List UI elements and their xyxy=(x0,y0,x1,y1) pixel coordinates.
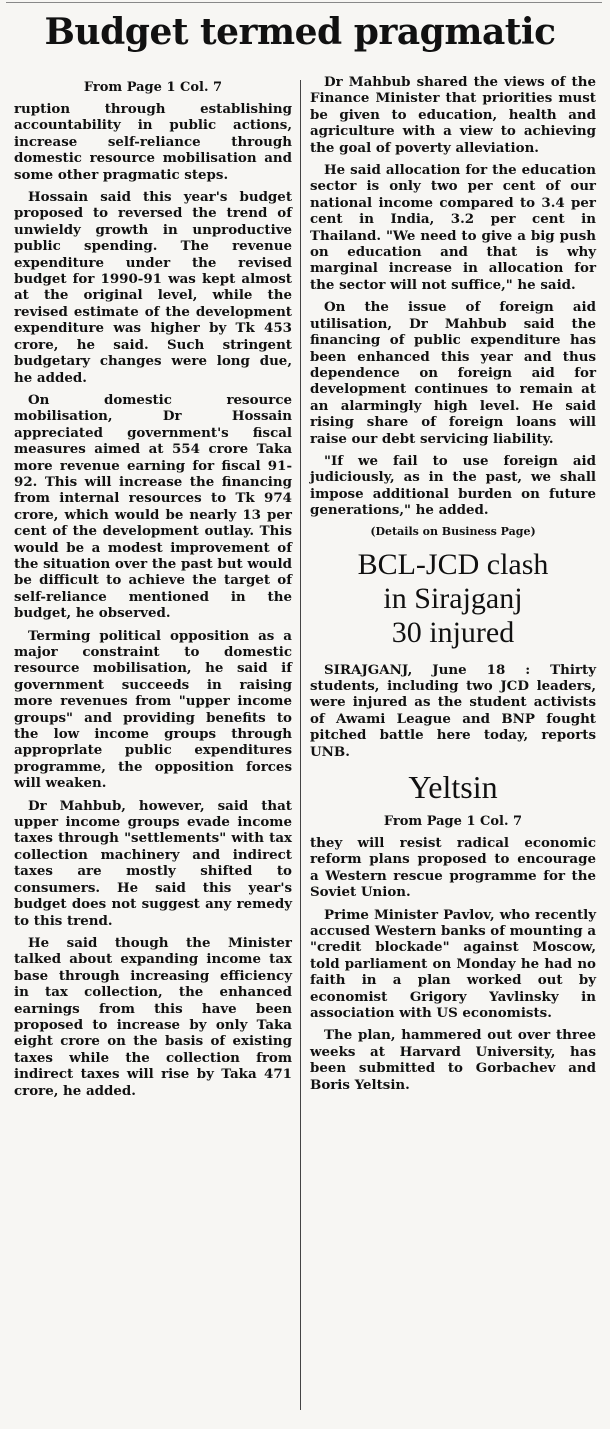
paragraph: they will resist radical economic reform plans proposed to encourage a Western rescue programme for the Soviet Union. xyxy=(310,835,596,901)
column-divider xyxy=(300,80,301,1410)
story-headline-bcl-jcd xyxy=(310,548,596,650)
left-column xyxy=(14,80,292,1105)
paragraph: On the issue of foreign aid utilisation, Dr Mahbub said the financing of public expenditure has been enhanced this year and thus dependence on foreign aid for development continues to remain at an alarmingly high level. He said rising share of foreign loans will raise our debt servicing liability. xyxy=(310,299,596,447)
paragraph: Terming political opposition as a major constraint to domestic resource mobilisation, he said if government succeeds in raising more revenues from "upper income groups" and providing benefits to the low income groups through approprlate public expenditures programme, the opposition forces will weaken. xyxy=(14,627,292,792)
top-rule xyxy=(6,2,602,3)
paragraph: "If we fail to use foreign aid judiciously, as in the past, we shall impose additional burden on future generations," he added. xyxy=(310,452,596,519)
right-column xyxy=(310,74,596,1099)
paragraph: Dr Mahbub, however, said that upper income groups evade income taxes through "settlements" with tax collection machinery and indirect taxes are mostly shifted to consumers. He said this year's budget does not suggest any remedy to this trend. xyxy=(14,797,292,929)
headline-line: BCL-JCD clash xyxy=(357,547,549,581)
paragraph: ruption through establishing accountability in public actions, increase self-reliance through domestic resource mobilisation and some other pragmatic steps. xyxy=(14,101,292,183)
paragraph: On domestic resource mobilisation, Dr Hossain appreciated government's fiscal measures aimed at 554 crore Taka more revenue earning for fiscal 91-92. This will increase the financing from internal resources to Tk 974 crore, which would be nearly 13 per cent of the development outlay. This would be a modest improvement of the situation over the past but would be difficult to achieve the target of self-reliance mentioned in the budget, he observed. xyxy=(14,391,292,622)
headline-line: 30 injured xyxy=(391,615,515,649)
page-headline: Budget termed pragmatic xyxy=(44,11,556,53)
paragraph: Hossain said this year's budget proposed to reversed the trend of unwieldy growth in unproductive public spending. The revenue expenditure under the revised budget for 1990-91 was kept almost at the original level, while the revised estimate of the development expenditure was higher by Tk 453 crore, he said. Such stringent budgetary changes were long due, he added. xyxy=(14,189,292,386)
headline-line: in Sirajganj xyxy=(383,581,523,615)
paragraph: The plan, hammered out over three weeks at Harvard University, has been submitted to Gorbachev and Boris Yeltsin. xyxy=(310,1027,596,1093)
continued-from: From Page 1 Col. 7 xyxy=(383,814,523,829)
continued-from: From Page 1 Col. 7 xyxy=(83,80,223,95)
paragraph: Dr Mahbub shared the views of the Finance Minister that priorities must be given to education, health and agriculture with a view to achieving the goal of poverty alleviation. xyxy=(310,74,596,156)
paragraph: Prime Minister Pavlov, who recently accused Western banks of mounting a "credit blockade" against Moscow, told parliament on Monday he had no faith in a plan worked out by economist Grigory Yavlinsky in association with US economists. xyxy=(310,906,596,1022)
paragraph: He said allocation for the education sector is only two per cent of our national income compared to 3.4 per cent in India, 3.2 per cent in Thailand. "We need to give a big push on education and that is why marginal increase in allocation for the sector will not suffice," he said. xyxy=(310,162,596,293)
paragraph: SIRAJGANJ, June 18 : Thirty students, including two JCD leaders, were injured as the student activists of Awami League and BNP fought pitched battle here today, reports UNB. xyxy=(310,661,596,760)
details-note: (Details on Business Page) xyxy=(370,524,536,538)
story-headline-yeltsin: Yeltsin xyxy=(408,769,498,805)
paragraph: He said though the Minister talked about expanding income tax base through increasing efficiency in tax collection, the enhanced earnings from this have been proposed to increase by only Taka eight crore on the basis of existing taxes while the collection from indirect taxes will rise by Taka 471 crore, he added. xyxy=(14,934,292,1099)
